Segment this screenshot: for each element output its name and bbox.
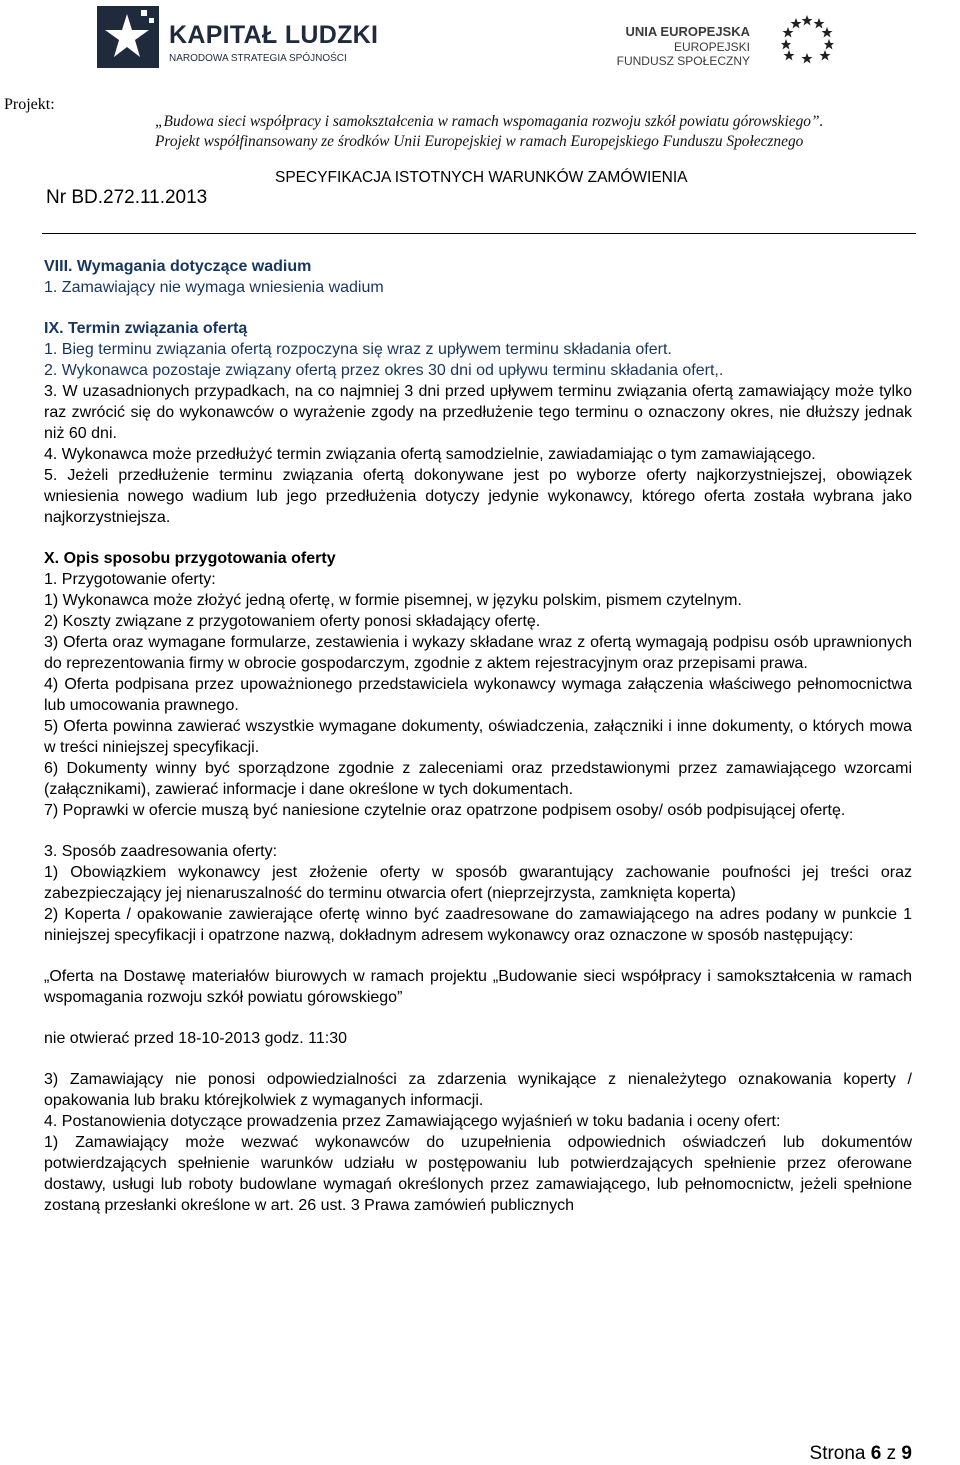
list-item: 6) Dokumenty winny być sporządzone zgodnie z zaleceniami oraz przedstawionymi przez zamawiającego wzorcami (załącznikami), zawierać informacje i dane określone w tych dokumentach. — [44, 760, 912, 798]
list-item: 3) Oferta oraz wymagane formularze, zestawienia i wykazy składane wraz z ofertą wymagają podpisu osób uprawnionych do reprezentowania firmy w obrocie gospodarczym, zgodnie z aktem rejestracyjnym oraz przepisami prawa. — [44, 634, 912, 672]
eu-logo-line2: EUROPEJSKI — [673, 40, 750, 54]
section-heading-wadium: VIII. Wymagania dotyczące wadium — [44, 258, 312, 275]
logo-left-subtitle: NARODOWA STRATEGIA SPÓJNOŚCI — [169, 53, 347, 64]
kapital-ludzki-star-icon — [97, 6, 159, 68]
paragraph: 1. Bieg terminu związania ofertą rozpoczyna się wraz z upływem terminu składania ofert. — [44, 341, 672, 358]
project-funding-note: Projekt współfinansowany ze środków Unii Europejskiej w ramach Europejskiego Funduszu Społecznego — [155, 133, 804, 150]
project-label: Projekt: — [4, 96, 55, 113]
paragraph: 3. W uzasadnionych przypadkach, na co najmniej 3 dni przed upływem terminu związania ofertą zamawiający może tylko raz zwrócić się do wykonawców o wyrażenie zgody na przedłużenie tego terminu o oznaczony okres, nie dłuższy jednak niż 60 dni. — [44, 383, 912, 442]
eu-logo-line3: FUNDUSZ SPOŁECZNY — [616, 54, 750, 68]
subheading: 1. Przygotowanie oferty: — [44, 571, 216, 588]
paragraph: 1. Zamawiający nie wymaga wniesienia wadium — [44, 279, 384, 296]
document-title: SPECYFIKACJA ISTOTNYCH WARUNKÓW ZAMÓWIENIA — [275, 169, 688, 186]
subheading: 3. Sposób zaadresowania oferty: — [44, 843, 278, 860]
list-item: 2) Koperta / opakowanie zawierające ofertę winno być zaadresowane do zamawiającego na adres podany w punkcie 1 niniejszej specyfikacji i opatrzone nazwą, dokładnym adresem wykonawcy oraz oznaczone w sposób następujący: — [44, 906, 912, 944]
list-item: 1) Zamawiający może wezwać wykonawców do uzupełnienia odpowiednich oświadczeń lub dokumentów potwierdzających spełnienie warunków udziału w postępowaniu lub potwierdzających spełnienie przez oferowane dostawy, usługi lub roboty budowlane wymagań określonych przez zamawiającego, lub pełnomocnictw, jeżeli spełnione zostaną przesłanki określone w art. 26 ust. 3 Prawa zamówień publicznych — [44, 1134, 912, 1214]
eu-stars-icon — [780, 12, 834, 66]
page-total: 9 — [901, 1443, 912, 1464]
page-current: 6 — [870, 1443, 882, 1464]
header-divider — [42, 233, 916, 234]
project-title: „Budowa sieci współpracy i samokształcenia w ramach wspomagania rozwoju szkół powiatu górowskiego”. — [155, 113, 824, 130]
subheading: 4. Postanowienia dotyczące prowadzenia przez Zamawiającego wyjaśnień w toku badania i oceny ofert: — [44, 1113, 781, 1130]
list-item: 1) Wykonawca może złożyć jedną ofertę, w formie pisemnej, w języku polskim, pismem czytelnym. — [44, 592, 742, 609]
page-number — [810, 1443, 912, 1465]
logo-left-title: KAPITAŁ LUDZKI — [169, 21, 379, 49]
envelope-label: „Oferta na Dostawę materiałów biurowych w ramach projektu „Budowanie sieci współpracy i samokształcenia w ramach wspomagania rozwoju szkół powiatu górowskiego” — [44, 968, 912, 1006]
paragraph: 2. Wykonawca pozostaje związany ofertą przez okres 30 dni od upływu terminu składania ofert,. — [44, 362, 724, 379]
list-item: 1) Obowiązkiem wykonawcy jest złożenie oferty w sposób gwarantujący zachowanie poufności jej treści oraz zabezpieczający jej nienaruszalność do terminu otwarcia ofert (nieprzejrzysta, zamknięta koperta) — [44, 864, 912, 902]
list-item: 2) Koszty związane z przygotowaniem oferty ponosi składający ofertę. — [44, 613, 541, 630]
page-word: Strona — [809, 1443, 866, 1464]
document-body — [44, 256, 912, 1216]
list-item: 5) Oferta powinna zawierać wszystkie wymagane dokumenty, oświadczenia, załączniki i inne dokumenty, o których mowa w treści niniejszej specyfikacji. — [44, 718, 912, 756]
list-item: 3) Zamawiający nie ponosi odpowiedzialności za zdarzenia wynikające z nienależytego oznakowania koperty / opakowania lub braku którejkolwiek z wymaganych informacji. — [44, 1071, 912, 1109]
reference-number: Nr BD.272.11.2013 — [46, 187, 208, 208]
list-item: 7) Poprawki w ofercie muszą być naniesione czytelnie oraz opatrzone podpisem osoby/ osób podpisującej ofertę. — [44, 802, 846, 819]
kapital-ludzki-logo — [97, 6, 379, 68]
paragraph: 5. Jeżeli przedłużenie terminu związania ofertą dokonywane jest po wyborze oferty najkorzystniejszej, obowiązek wniesienia nowego wadium lub jego przedłużenia dotyczy jedynie wykonawcy, którego oferta została wybrana jako najkorzystniejsza. — [44, 467, 912, 526]
open-date: nie otwierać przed 18-10-2013 godz. 11:30 — [44, 1030, 348, 1047]
eu-logo-line1: UNIA EUROPEJSKA — [625, 24, 750, 39]
paragraph: 4. Wykonawca może przedłużyć termin związania ofertą samodzielnie, zawiadamiając o tym zamawiającego. — [44, 446, 816, 463]
list-item: 4) Oferta podpisana przez upoważnionego przedstawiciela wykonawcy wymaga załączenia właściwego pełnomocnictwa lub umocowania prawnego. — [44, 676, 912, 714]
section-heading-termin: IX. Termin związania ofertą — [44, 320, 248, 337]
page-sep: z — [886, 1443, 897, 1464]
section-heading-oferta: X. Opis sposobu przygotowania oferty — [44, 550, 336, 567]
